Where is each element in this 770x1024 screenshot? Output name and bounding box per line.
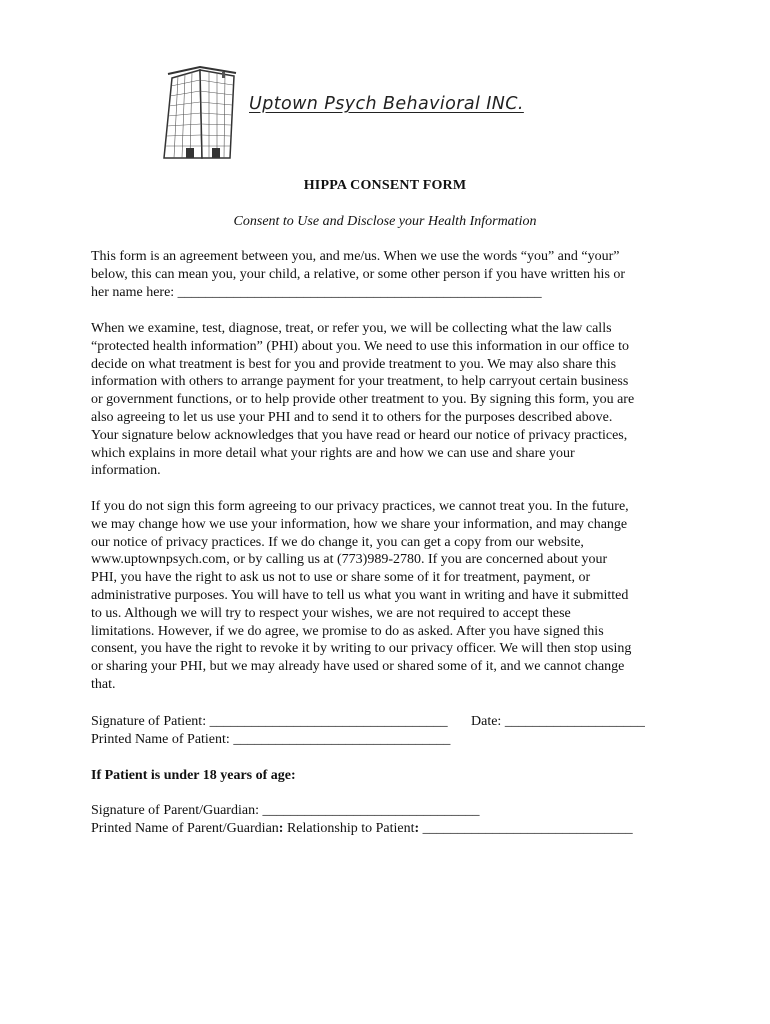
building-logo-icon — [162, 66, 237, 161]
date-row — [471, 713, 645, 731]
signature-guardian-label: Signature of Parent/Guardian: — [91, 803, 259, 818]
paragraph-line: administrative purposes. You will have to tell us what you want in writing and have it submitted — [91, 587, 629, 603]
paragraph-line: we may change how we use your information, how we share your information, and may change — [91, 516, 628, 532]
patient-signature-row — [91, 713, 448, 731]
paragraph-line: decide on what treatment is best for you and provide treatment to you. We may also share this — [91, 356, 617, 372]
minor-section-heading: If Patient is under 18 years of age: — [91, 768, 296, 783]
name-here-line[interactable]: her name here: ____________________________________________________ — [91, 284, 542, 300]
paragraph-line: below, this can mean you, your child, a relative, or some other person if you have written his or — [91, 266, 626, 282]
guardian-signature-row — [91, 802, 479, 820]
paragraph-line: that. — [91, 676, 116, 692]
paragraph-line: our notice of privacy practices. If we do change it, you can get a copy from our website, — [91, 534, 584, 550]
paragraph-line: also agreeing to let us use your PHI and to send it to others for the purposes described above. — [91, 409, 613, 425]
guardian-printed-name-row — [91, 820, 633, 838]
paragraph-line: PHI, you have the right to ask us not to use or share some of it for treatment, payment, or — [91, 570, 591, 586]
paragraph-line: www.uptownpsych.com, or by calling us at (773)989-2780. If you are concerned about your — [91, 552, 608, 568]
agreement-paragraph — [91, 248, 691, 301]
paragraph-line: consent, you have the right to revoke it by writing to our privacy officer. We will then stop using — [91, 641, 632, 657]
relationship-field[interactable]: ______________________________ — [419, 821, 633, 836]
signature-guardian-field[interactable]: _______________________________ — [262, 803, 480, 818]
relationship-label: Relationship to Patient — [283, 821, 415, 836]
label-colon: : — [414, 821, 420, 836]
form-title: HIPPA CONSENT FORM — [303, 178, 467, 193]
date-label: Date: — [471, 714, 502, 729]
company-name: Uptown Psych Behavioral INC. — [249, 94, 524, 114]
phi-paragraph — [91, 320, 691, 480]
paragraph-line: “protected health information” (PHI) about you. We need to use this information in our office to — [91, 338, 629, 354]
paragraph-line: If you do not sign this form agreeing to our privacy practices, we cannot treat you. In the future, — [91, 499, 629, 514]
printed-name-guardian-label: Printed Name of Parent/Guardian — [91, 821, 279, 836]
paragraph-line: limitations. However, if we do agree, we promise to do as asked. After you have signed this — [91, 623, 604, 639]
paragraph-line: Your signature below acknowledges that you have read or heard our notice of privacy practices, — [91, 427, 628, 443]
paragraph-line: or government functions, or to help provide other treatment to you. By signing this form, you are — [91, 392, 635, 408]
signature-patient-field[interactable]: __________________________________ — [209, 714, 448, 729]
paragraph-line: which explains in more detail what your rights are and how we can use and share your — [91, 445, 575, 461]
printed-name-patient-label: Printed Name of Patient: — [91, 732, 230, 747]
signature-patient-label: Signature of Patient: — [91, 714, 207, 729]
paragraph-line: information. — [91, 463, 161, 479]
paragraph-line: or sharing your PHI, but we may already have used or shared some of it, and we cannot change — [91, 659, 625, 675]
privacy-practices-paragraph — [91, 498, 691, 694]
printed-name-patient-field[interactable]: _______________________________ — [233, 732, 451, 747]
date-field[interactable]: ____________________ — [504, 714, 645, 729]
paragraph-line: When we examine, test, diagnose, treat, or refer you, we will be collecting what the law calls — [91, 321, 612, 336]
form-subtitle: Consent to Use and Disclose your Health Information — [233, 214, 537, 229]
label-colon: : — [278, 821, 284, 836]
patient-printed-name-row — [91, 731, 450, 749]
paragraph-line: This form is an agreement between you, and me/us. When we use the words “you” and “your” — [91, 249, 620, 264]
paragraph-line: information with others to arrange payment for your treatment, to help carryout certain business — [91, 374, 629, 390]
paragraph-line: to us. Although we will try to respect your wishes, we are not required to accept these — [91, 605, 571, 621]
